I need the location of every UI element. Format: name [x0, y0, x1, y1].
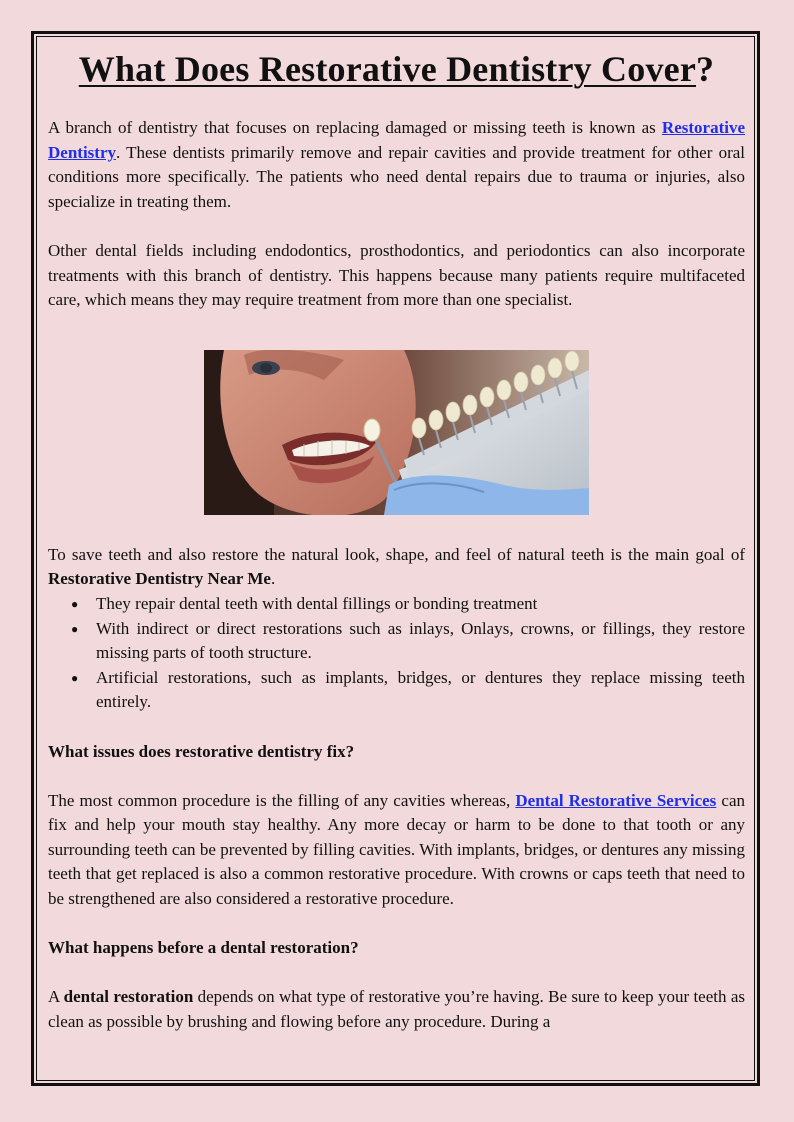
before-text-before: A [48, 987, 64, 1007]
document-body [48, 40, 745, 1035]
restorative-dentistry-link[interactable]: Restorative Dentistry [48, 118, 745, 162]
goal-paragraph [48, 543, 745, 592]
list-item: ● Artificial restorations, such as implants, bridges, or dentures they replace missing teeth entirely. [96, 666, 745, 715]
list-item: ● With indirect or direct restorations such as inlays, Onlays, crowns, or fillings, they restore missing parts of tooth structure. [96, 617, 745, 666]
dental-restorative-services-link[interactable]: Dental Restorative Services [515, 790, 717, 810]
section-heading-issues: What issues does restorative dentistry fix? [48, 741, 355, 761]
intro-paragraph [48, 116, 745, 214]
intro-text-after: . These dentists primarily remove and repair cavities and provide treatment for other oral conditions more specifically. The patients who need dental repairs due to trauma or injuries, also specialize in treating them. [48, 142, 745, 211]
goal-bold-phrase: Restorative Dentistry Near Me [48, 569, 271, 589]
before-bold-phrase: dental restoration [63, 987, 194, 1007]
issues-text-before: The most common procedure is the filling of any cavities whereas, [48, 790, 516, 810]
page-title-text: What Does Restorative Dentistry Cover [78, 49, 697, 89]
page-title-end: ? [696, 49, 715, 89]
goal-text-before: To save teeth and also restore the natural look, shape, and feel of natural teeth is the main goal of [48, 544, 745, 564]
issues-paragraph [48, 789, 745, 912]
section-heading-before: What happens before a dental restoration? [48, 938, 359, 958]
dental-shade-guide-photo [204, 350, 589, 515]
issues-text-after: can fix and help your mouth stay healthy. Any more decay or harm to be done to that tooth or any surrounding teeth can be prevented by filling cavities. With implants, bridges, or dentures any missing teeth that get replaced is also a common restorative procedure. With crowns or caps teeth that need to be strengthened are also considered a restorative procedure. [48, 790, 746, 909]
intro-text-before: A branch of dentistry that focuses on replacing damaged or missing teeth is known as [48, 118, 662, 137]
treatment-list [48, 592, 745, 715]
fields-paragraph: Other dental fields including endodontics, prosthodontics, and periodontics can also incorporate treatments with this branch of dentistry. This happens because many patients require multifaceted care, which means they may require treatment from more than one specialist. [48, 240, 745, 310]
before-paragraph [48, 985, 745, 1034]
goal-text-after: . [270, 569, 276, 589]
before-text-after: depends on what type of restorative you’re having. Be sure to keep your teeth as clean as possible by brushing and flowing before any procedure. During a [48, 987, 745, 1032]
page-title [48, 48, 745, 90]
list-item: ● They repair dental teeth with dental fillings or bonding treatment [96, 592, 745, 617]
